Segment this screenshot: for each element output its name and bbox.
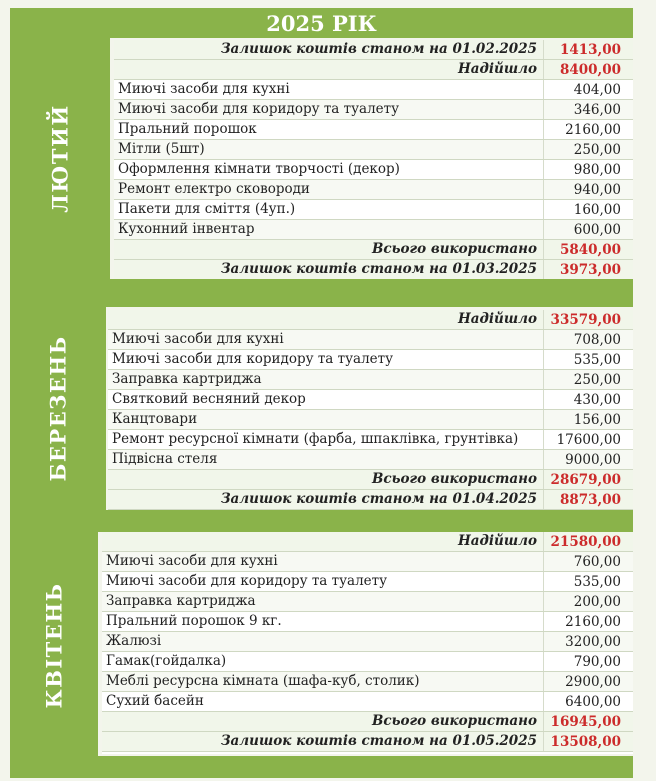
opening-label: Залишок коштів станом на 01.02.2025 (220, 41, 537, 57)
total-used-label: Всього використано (371, 471, 537, 487)
expense-label: Мітли (5шт) (118, 141, 205, 157)
table-february (114, 40, 633, 280)
expense-value: 535,00 (543, 572, 633, 591)
footer-band (10, 756, 633, 778)
closing-label: Залишок коштів станом на 01.04.2025 (220, 491, 537, 507)
expense-row (102, 612, 633, 632)
expense-label: Ремонт електро сковороди (118, 181, 310, 197)
expense-row (108, 410, 633, 430)
total-used-value: 28679,00 (543, 470, 633, 489)
expense-label: Ремонт ресурсної кімнати (фарба, шпаклівка, грунтівка) (112, 431, 519, 447)
expense-row (114, 80, 633, 100)
closing-value: 13508,00 (543, 732, 633, 751)
total-used-label: Всього використано (371, 713, 537, 729)
expense-value: 2160,00 (543, 612, 633, 631)
table-march (108, 310, 633, 511)
expense-row (114, 180, 633, 200)
expense-value: 790,00 (543, 652, 633, 671)
report-title: 2025 РІК (10, 8, 633, 38)
expense-row (102, 692, 633, 712)
expense-value: 980,00 (543, 160, 633, 179)
expense-label: Миючі засоби для коридору та туалету (106, 573, 388, 589)
expense-label: Меблі ресурсна кімната (шафа-куб, столик) (106, 673, 420, 689)
received-label: Надійшло (457, 311, 537, 327)
closing-balance-row (108, 490, 633, 510)
total-used-row (114, 240, 633, 260)
expense-row (114, 120, 633, 140)
expense-label: Святковий весняний декор (112, 391, 306, 407)
expense-label: Пральний порошок (118, 121, 257, 137)
received-value: 8400,00 (543, 60, 633, 79)
expense-value: 9000,00 (543, 450, 633, 469)
expense-value: 250,00 (543, 140, 633, 159)
expense-label: Сухий басейн (106, 693, 204, 709)
expense-value: 6400,00 (543, 692, 633, 711)
expense-value: 250,00 (543, 370, 633, 389)
received-row (114, 60, 633, 80)
expense-row (102, 592, 633, 612)
expense-label: Жалюзі (106, 633, 162, 649)
expense-label: Миючі засоби для кухні (106, 553, 278, 569)
expense-label: Пакети для сміття (4уп.) (118, 201, 296, 217)
closing-label: Залишок коштів станом на 01.05.2025 (220, 733, 537, 749)
closing-balance-row (102, 732, 633, 752)
received-label: Надійшло (457, 61, 537, 77)
closing-label: Залишок коштів станом на 01.03.2025 (220, 261, 537, 277)
expense-label: Канцтовари (112, 411, 198, 427)
expense-label: Миючі засоби для коридору та туалету (112, 351, 394, 367)
month-label-april (10, 532, 98, 758)
expense-row (102, 552, 633, 572)
expense-label: Миючі засоби для кухні (112, 331, 284, 347)
expense-value: 404,00 (543, 80, 633, 99)
month-name: ЛЮТИЙ (47, 104, 73, 213)
expense-value: 2900,00 (543, 672, 633, 691)
total-used-value: 16945,00 (543, 712, 633, 731)
expense-row (108, 370, 633, 390)
expense-label: Пральний порошок 9 кг. (106, 613, 282, 629)
total-used-row (102, 712, 633, 732)
expense-row (108, 390, 633, 410)
expense-value: 535,00 (543, 350, 633, 369)
expense-label: Заправка картриджа (112, 371, 262, 387)
total-used-row (108, 470, 633, 490)
received-label: Надійшло (457, 533, 537, 549)
expense-row (108, 430, 633, 450)
closing-balance-row (114, 260, 633, 280)
expense-value: 3200,00 (543, 632, 633, 651)
month-name: КВІТЕНЬ (41, 582, 67, 708)
opening-value: 1413,00 (543, 40, 633, 59)
expense-value: 430,00 (543, 390, 633, 409)
expense-label: Оформлення кімнати творчості (декор) (118, 161, 400, 177)
expense-value: 160,00 (543, 200, 633, 219)
expense-row (108, 330, 633, 350)
expense-row (114, 220, 633, 240)
expense-value: 346,00 (543, 100, 633, 119)
expense-label: Гамак(гойдалка) (106, 653, 227, 669)
expense-row (114, 100, 633, 120)
expense-row (114, 200, 633, 220)
expense-value: 200,00 (543, 592, 633, 611)
expense-row (108, 450, 633, 470)
expense-row (114, 140, 633, 160)
received-row (102, 532, 633, 552)
expense-label: Заправка картриджа (106, 593, 256, 609)
received-row (108, 310, 633, 330)
month-label-february (10, 38, 110, 279)
total-used-label: Всього використано (371, 241, 537, 257)
expense-value: 600,00 (543, 220, 633, 239)
expense-label: Підвісна стеля (112, 451, 218, 467)
expense-value: 708,00 (543, 330, 633, 349)
expense-value: 940,00 (543, 180, 633, 199)
month-name: БЕРЕЗЕНЬ (45, 335, 71, 482)
expense-label: Кухонний інвентар (118, 221, 255, 237)
expense-row (102, 632, 633, 652)
separator-band (10, 279, 633, 307)
expense-label: Миючі засоби для коридору та туалету (118, 101, 400, 117)
expense-row (114, 160, 633, 180)
closing-value: 8873,00 (543, 490, 633, 509)
expense-row (102, 572, 633, 592)
total-used-value: 5840,00 (543, 240, 633, 259)
received-value: 33579,00 (543, 310, 633, 329)
expense-value: 17600,00 (543, 430, 633, 449)
opening-balance-row (114, 40, 633, 60)
table-april (102, 532, 633, 754)
expense-row (108, 350, 633, 370)
month-label-march (10, 307, 106, 510)
received-value: 21580,00 (543, 532, 633, 551)
expense-label: Миючі засоби для кухні (118, 81, 290, 97)
separator-band (10, 510, 633, 532)
expense-value: 156,00 (543, 410, 633, 429)
expense-row (102, 652, 633, 672)
expense-value: 2160,00 (543, 120, 633, 139)
closing-value: 3973,00 (543, 260, 633, 279)
expense-row (102, 672, 633, 692)
expense-value: 760,00 (543, 552, 633, 571)
